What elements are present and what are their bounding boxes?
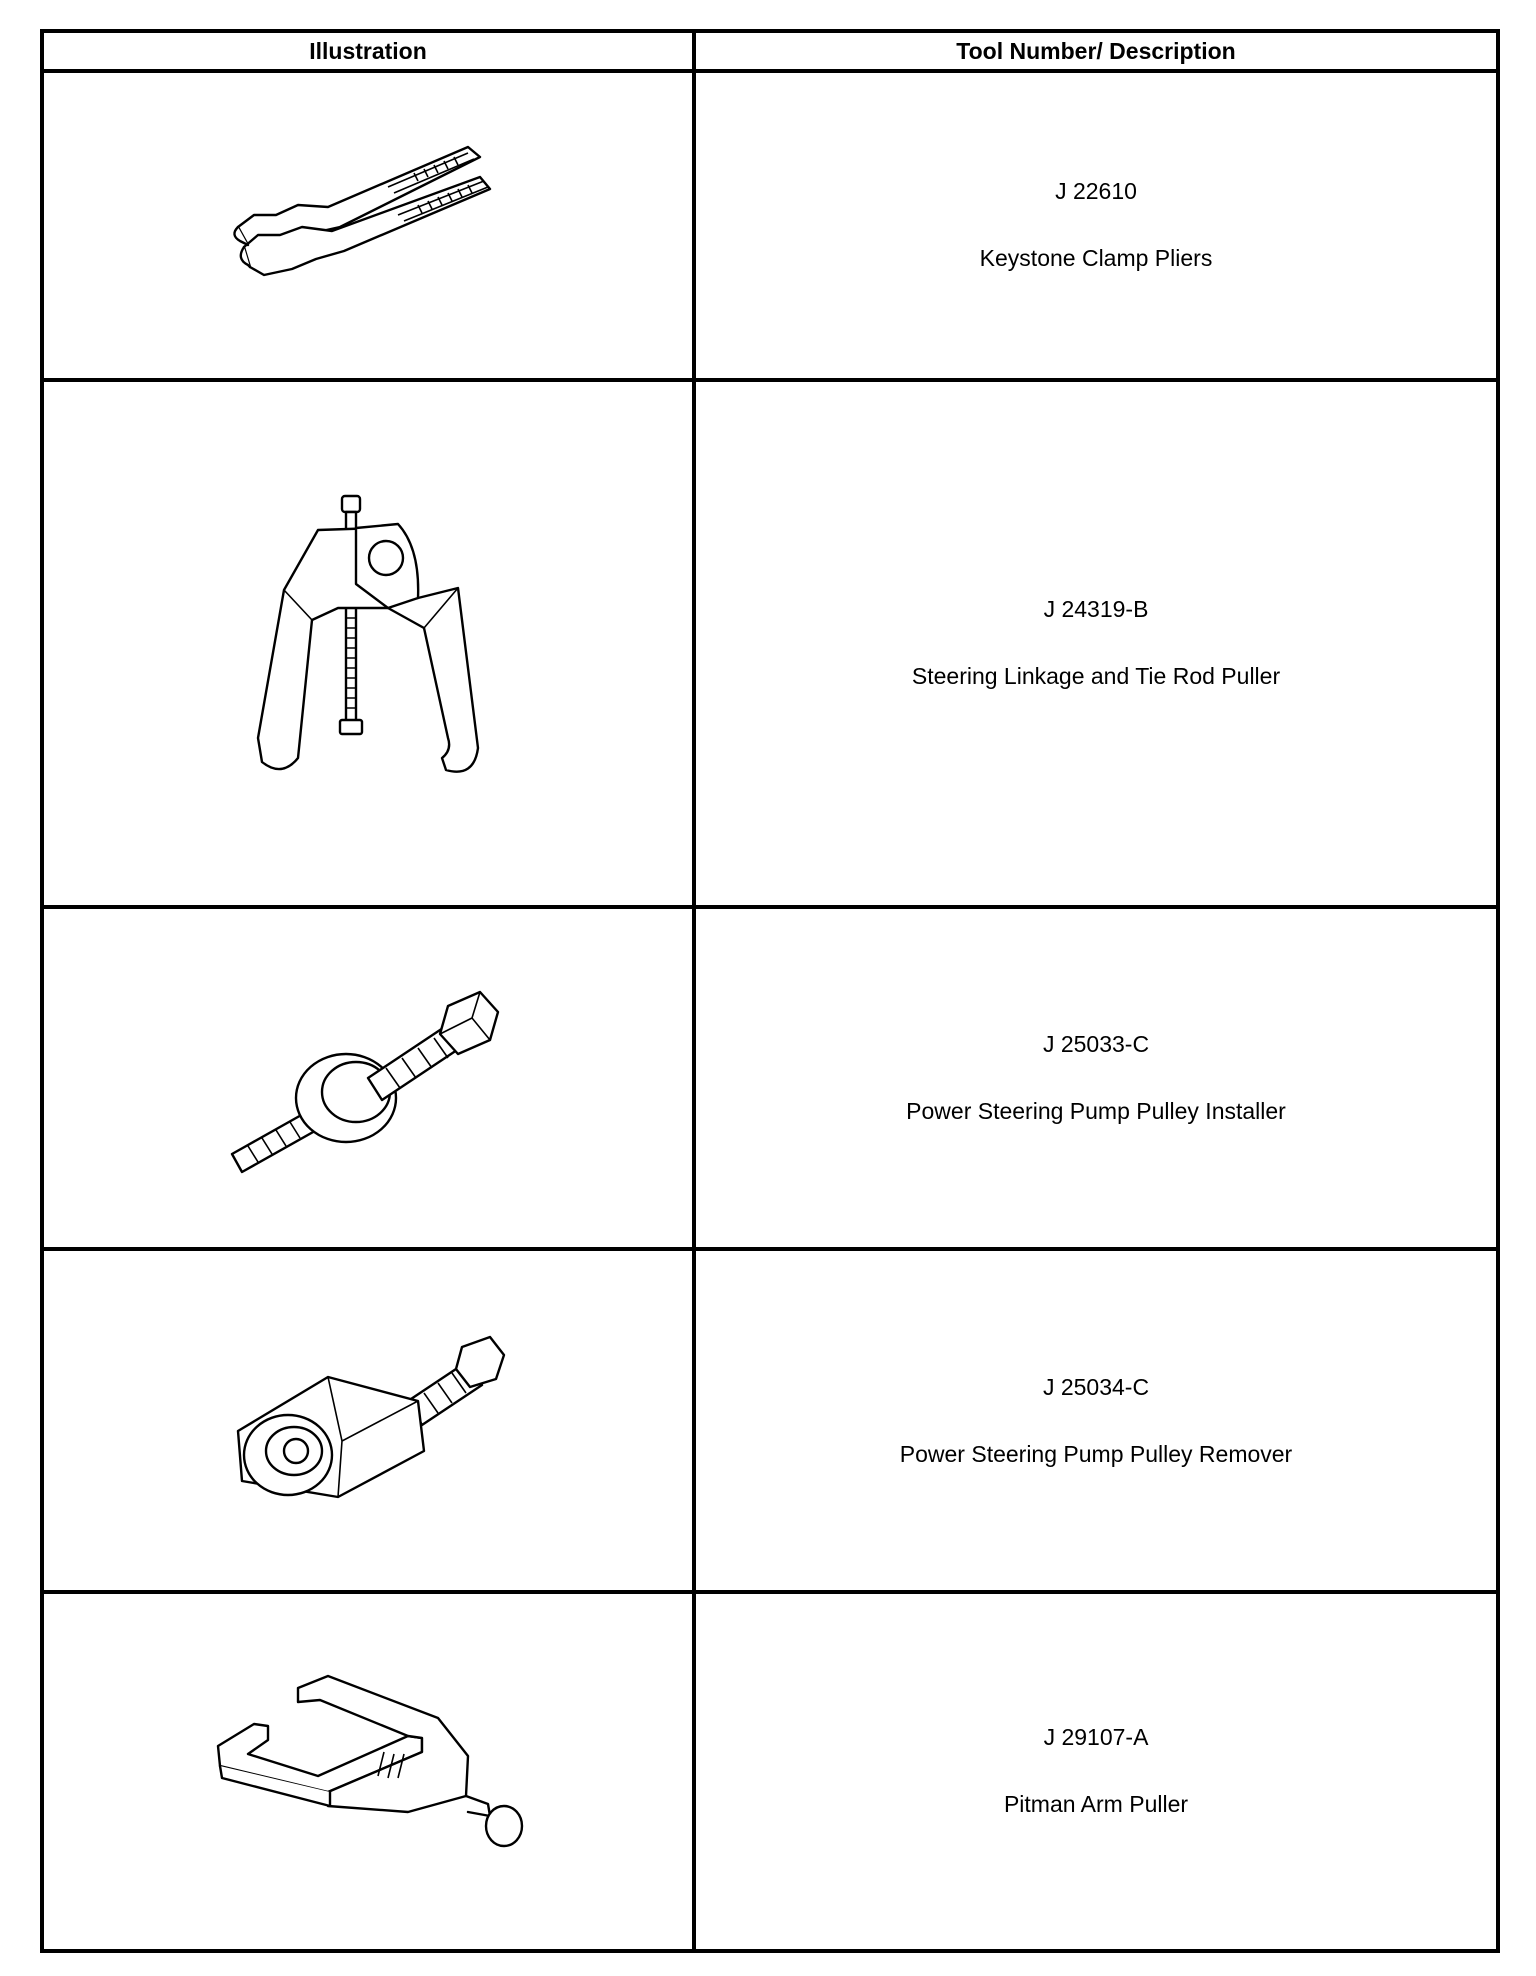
table-row (42, 907, 1498, 1249)
tool-description: Power Steering Pump Pulley Remover (899, 1440, 1293, 1467)
illustration-cell (42, 71, 694, 380)
tool-number: J 24319-B (1043, 596, 1149, 623)
illustration-cell (42, 380, 694, 907)
pulley-remover-icon (218, 1321, 518, 1521)
table-row (42, 1592, 1498, 1951)
tool-cell (694, 380, 1498, 907)
tie-rod-puller-icon (238, 488, 498, 798)
pulley-installer-icon (218, 978, 518, 1178)
tool-description: Power Steering Pump Pulley Installer (906, 1098, 1286, 1125)
table-row (42, 1249, 1498, 1591)
illustration-cell (42, 1592, 694, 1951)
tool-number: J 22610 (1055, 178, 1137, 205)
tool-number: J 25033-C (1042, 1031, 1150, 1058)
tool-description: Steering Linkage and Tie Rod Puller (911, 663, 1281, 690)
tool-cell (694, 907, 1498, 1249)
tool-cell (694, 1592, 1498, 1951)
header-tool-number-description: Tool Number/ Description (694, 31, 1498, 71)
pliers-icon (218, 135, 518, 315)
header-illustration: Illustration (42, 31, 694, 71)
table-header-row (42, 31, 1498, 71)
illustration-cell (42, 1249, 694, 1591)
tool-description: Keystone Clamp Pliers (979, 245, 1213, 272)
tool-description: Pitman Arm Puller (1003, 1791, 1189, 1818)
table-row (42, 380, 1498, 907)
tool-cell (694, 71, 1498, 380)
tool-number: J 25034-C (1042, 1373, 1150, 1400)
illustration-cell (42, 907, 694, 1249)
pitman-arm-puller-icon (208, 1666, 528, 1876)
special-tools-table (40, 29, 1500, 1953)
tool-cell (694, 1249, 1498, 1591)
table-row (42, 71, 1498, 380)
tool-number: J 29107-A (1043, 1724, 1149, 1751)
